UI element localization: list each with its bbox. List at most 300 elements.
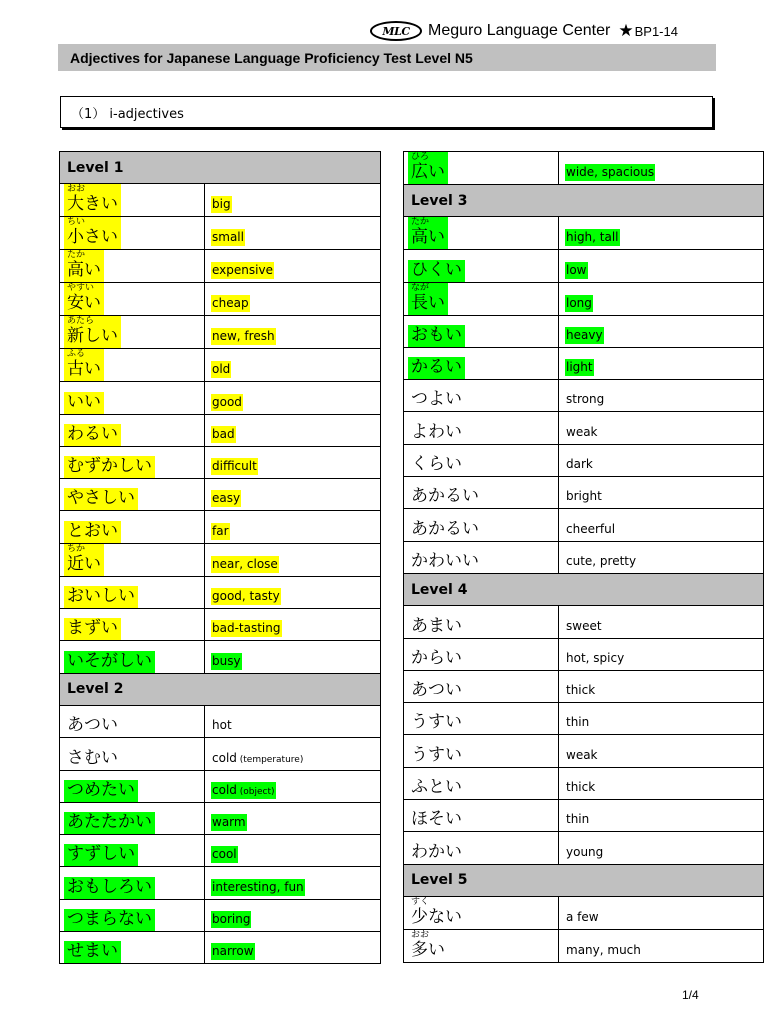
adjective-text: くらい <box>411 454 462 475</box>
table-row <box>60 738 381 770</box>
table-row <box>404 282 764 315</box>
adjective-text: つよい <box>411 389 462 410</box>
meaning-text: big <box>212 197 231 212</box>
adjective-cell <box>60 641 205 673</box>
star-icon: ★ <box>618 21 634 40</box>
adjective-word <box>64 715 121 737</box>
vocab-table-right <box>403 151 764 963</box>
adjective-cell <box>404 477 559 509</box>
adjective-text: 古い <box>67 359 101 380</box>
table-row <box>404 217 764 250</box>
level-header: Level 5 <box>404 864 764 896</box>
adjective-text: 近い <box>67 553 101 574</box>
meaning-cell <box>559 412 764 444</box>
meaning-cell <box>559 800 764 832</box>
meaning-text: easy <box>212 491 241 506</box>
meaning-note: (temperature) <box>236 754 304 765</box>
adjective-cell <box>404 347 559 379</box>
meaning-text: expensive <box>212 263 273 278</box>
meaning-text: cheap <box>212 296 249 311</box>
adjective-text: かるい <box>411 357 462 378</box>
table-row <box>404 250 764 282</box>
adjective-cell <box>60 835 205 867</box>
level-header: Level 2 <box>60 673 381 705</box>
adjective-cell <box>404 896 559 929</box>
document-code <box>618 21 678 41</box>
table-row <box>60 414 381 446</box>
meaning-cell <box>559 832 764 864</box>
level-header: Level 3 <box>404 185 764 217</box>
meaning-text: light <box>566 360 593 375</box>
adjective-text: あかるい <box>411 486 479 507</box>
adjective-word <box>64 456 155 478</box>
meaning-text: difficult <box>212 459 257 474</box>
adjective-text: おもしろい <box>67 876 152 897</box>
meaning-text: cheerful <box>566 521 616 536</box>
adjective-word <box>408 712 465 734</box>
adjective-word <box>408 389 465 411</box>
table-row <box>404 412 764 444</box>
adjective-cell <box>404 509 559 541</box>
furigana: あたら <box>67 316 95 327</box>
table-row <box>404 800 764 832</box>
adjective-text: 大きい <box>67 194 118 215</box>
adjective-text: やさしい <box>67 488 135 509</box>
meaning-text: heavy <box>566 327 603 342</box>
adjective-cell <box>60 899 205 931</box>
meaning-text: high, tall <box>566 230 619 245</box>
meaning-cell <box>205 184 381 217</box>
adjective-text: つめたい <box>67 779 135 800</box>
adjective-cell <box>404 703 559 735</box>
adjective-word <box>408 217 448 249</box>
meaning-cell <box>205 217 381 250</box>
adjective-word <box>408 422 465 444</box>
meaning-cell <box>559 896 764 929</box>
meaning-text: busy <box>212 653 241 668</box>
adjective-word <box>64 544 104 576</box>
table-row <box>404 347 764 379</box>
adjective-word <box>64 217 121 249</box>
adjective-cell <box>404 929 559 962</box>
page-title: Adjectives for Japanese Language Proficiency Test Level N5 <box>58 44 716 71</box>
meaning-text: near, close <box>212 556 278 571</box>
adjective-text: 安い <box>67 293 101 314</box>
adjective-cell <box>404 217 559 250</box>
table-row <box>404 703 764 735</box>
adjective-word <box>64 488 138 510</box>
meaning-text: a few <box>566 909 599 924</box>
vocab-table-left <box>59 151 381 964</box>
adjective-word <box>64 941 121 963</box>
meaning-cell <box>205 899 381 931</box>
meaning-cell <box>559 477 764 509</box>
furigana: ふる <box>67 349 86 360</box>
table-row <box>60 543 381 576</box>
meaning-text: cold (temperature) <box>212 750 304 765</box>
adjective-text: 少ない <box>411 906 462 927</box>
meaning-text: low <box>566 262 587 277</box>
level-row <box>404 864 764 896</box>
adjective-word <box>64 780 138 802</box>
meaning-cell <box>559 735 764 767</box>
meaning-text: cute, pretty <box>566 553 637 568</box>
meaning-text: good <box>212 394 242 409</box>
table-row <box>404 670 764 702</box>
meaning-text: old <box>212 362 231 377</box>
meaning-text: new, fresh <box>212 329 275 344</box>
table-row <box>60 609 381 641</box>
meaning-text: hot <box>212 718 232 733</box>
table-row <box>404 380 764 412</box>
table-row <box>60 382 381 414</box>
meaning-text: young <box>566 844 604 859</box>
table-row <box>60 932 381 964</box>
adjective-word <box>408 648 465 670</box>
furigana: おお <box>411 929 430 940</box>
adjective-text: わるい <box>67 423 118 444</box>
meaning-cell <box>205 283 381 316</box>
meaning-text: thin <box>566 715 590 730</box>
meaning-cell <box>205 609 381 641</box>
table-row <box>404 767 764 799</box>
adjective-text: とおい <box>67 520 118 541</box>
adjective-word <box>64 877 155 899</box>
adjective-cell <box>60 867 205 899</box>
adjective-cell <box>404 638 559 670</box>
adjective-text: 長い <box>411 292 445 313</box>
meaning-cell <box>559 638 764 670</box>
page-number: 1/4 <box>682 988 699 1002</box>
meaning-text: boring <box>212 912 251 927</box>
adjective-word <box>64 250 104 282</box>
furigana: やすい <box>67 283 95 294</box>
meaning-text: thick <box>566 780 596 795</box>
meaning-cell <box>559 380 764 412</box>
adjective-word <box>64 586 138 608</box>
meaning-text: bad-tasting <box>212 621 281 636</box>
meaning-cell <box>559 509 764 541</box>
adjective-text: まずい <box>67 618 118 639</box>
adjective-text: あつい <box>67 715 118 736</box>
adjective-cell <box>404 380 559 412</box>
meaning-cell <box>205 641 381 673</box>
table-row <box>404 896 764 929</box>
meaning-cell <box>559 282 764 315</box>
adjective-text: わかい <box>411 841 462 862</box>
meaning-cell <box>205 446 381 478</box>
table-row <box>60 184 381 217</box>
meaning-cell <box>559 703 764 735</box>
adjective-word <box>408 486 482 508</box>
adjective-text: うすい <box>411 712 462 733</box>
table-row <box>60 283 381 316</box>
adjective-cell <box>60 446 205 478</box>
adjective-word <box>408 260 465 282</box>
meaning-cell <box>205 511 381 543</box>
adjective-word <box>64 521 121 543</box>
table-row <box>404 832 764 864</box>
code-label: BP1-14 <box>634 23 678 39</box>
adjective-text: ひくい <box>411 259 462 280</box>
meaning-cell <box>205 382 381 414</box>
adjective-text: 新しい <box>67 326 118 347</box>
adjective-text: せまい <box>67 941 118 962</box>
adjective-cell <box>60 184 205 217</box>
meaning-text: bright <box>566 489 602 504</box>
meaning-text: wide, spacious <box>566 165 655 179</box>
meaning-text: far <box>212 523 229 538</box>
adjective-text: あかるい <box>411 518 479 539</box>
furigana: ちか <box>67 543 86 554</box>
meaning-cell <box>205 316 381 349</box>
meaning-cell <box>559 767 764 799</box>
adjective-cell <box>404 541 559 573</box>
adjective-cell <box>404 444 559 476</box>
adjective-text: いそがしい <box>67 650 152 671</box>
table-row <box>60 770 381 802</box>
meaning-cell <box>205 576 381 608</box>
furigana: たか <box>411 217 430 228</box>
adjective-text: 高い <box>67 260 101 281</box>
adjective-cell <box>60 479 205 511</box>
adjective-word <box>408 897 465 929</box>
meaning-text: weak <box>566 747 598 762</box>
meaning-cell <box>559 250 764 282</box>
adjective-text: いい <box>67 391 101 412</box>
page-header <box>370 20 720 42</box>
table-row <box>60 316 381 349</box>
adjective-word <box>64 349 104 381</box>
adjective-word <box>64 844 138 866</box>
adjective-cell <box>60 705 205 737</box>
adjective-cell <box>60 217 205 250</box>
meaning-cell <box>205 738 381 770</box>
meaning-text: interesting, fun <box>212 879 304 894</box>
meaning-cell <box>559 217 764 250</box>
adjective-word <box>408 809 465 831</box>
meaning-text: weak <box>566 424 598 439</box>
adjective-word <box>408 551 482 573</box>
furigana: たか <box>67 250 86 261</box>
level-row <box>60 152 381 184</box>
adjective-word <box>408 152 448 184</box>
meaning-cell <box>559 606 764 638</box>
meaning-cell <box>559 347 764 379</box>
table-row <box>60 899 381 931</box>
level-row <box>60 673 381 705</box>
table-row <box>60 835 381 867</box>
meaning-cell <box>205 543 381 576</box>
mlc-logo: MLC <box>370 21 422 41</box>
meaning-cell <box>205 802 381 834</box>
meaning-text: cold (object) <box>212 782 275 797</box>
adjective-word <box>408 283 448 315</box>
adjective-cell <box>404 800 559 832</box>
adjective-cell <box>404 152 559 185</box>
furigana: なが <box>411 282 430 293</box>
table-row <box>60 576 381 608</box>
adjective-word <box>408 454 465 476</box>
meaning-cell <box>205 414 381 446</box>
adjective-cell <box>60 770 205 802</box>
table-row <box>404 606 764 638</box>
adjective-word <box>408 930 448 962</box>
adjective-text: かわいい <box>411 550 479 571</box>
table-row <box>60 867 381 899</box>
adjective-cell <box>404 735 559 767</box>
meaning-cell <box>205 770 381 802</box>
adjective-cell <box>60 543 205 576</box>
adjective-text: さむい <box>67 747 118 768</box>
adjective-text: 広い <box>411 162 445 182</box>
level-row <box>404 185 764 217</box>
adjective-cell <box>60 414 205 446</box>
adjective-word <box>64 424 121 446</box>
adjective-word <box>408 616 465 638</box>
meaning-cell <box>205 932 381 964</box>
adjective-word <box>64 909 155 931</box>
adjective-text: 小さい <box>67 227 118 248</box>
adjective-cell <box>404 315 559 347</box>
meaning-text: warm <box>212 815 246 830</box>
adjective-text: おもい <box>411 324 462 345</box>
adjective-cell <box>404 606 559 638</box>
adjective-cell <box>404 412 559 444</box>
meaning-cell <box>559 315 764 347</box>
adjective-cell <box>60 576 205 608</box>
adjective-cell <box>404 670 559 702</box>
table-row <box>404 541 764 573</box>
adjective-word <box>64 283 104 315</box>
adjective-text: からい <box>411 647 462 668</box>
table-row <box>60 349 381 382</box>
meaning-text: bad <box>212 426 235 441</box>
adjective-word <box>64 748 121 770</box>
adjective-cell <box>60 511 205 543</box>
table-row <box>404 638 764 670</box>
table-row <box>60 802 381 834</box>
table-row <box>404 929 764 962</box>
adjective-word <box>408 777 465 799</box>
section-heading: （1） i-adjectives <box>60 96 713 128</box>
adjective-cell <box>404 250 559 282</box>
adjective-text: よわい <box>411 421 462 442</box>
meaning-text: cool <box>212 847 237 862</box>
adjective-cell <box>404 832 559 864</box>
adjective-text: 多い <box>411 939 445 960</box>
meaning-cell <box>559 152 764 185</box>
adjective-cell <box>404 767 559 799</box>
meaning-cell <box>559 929 764 962</box>
table-row <box>404 509 764 541</box>
adjective-cell <box>60 250 205 283</box>
adjective-text: つまらない <box>67 909 152 930</box>
meaning-text: many, much <box>566 942 641 957</box>
table-row <box>404 444 764 476</box>
adjective-text: ほそい <box>411 809 462 830</box>
table-row <box>404 477 764 509</box>
adjective-text: むずかしい <box>67 456 152 477</box>
meaning-text: narrow <box>212 944 254 959</box>
meaning-cell <box>205 867 381 899</box>
adjective-cell <box>60 283 205 316</box>
adjective-word <box>408 357 465 379</box>
adjective-text: あまい <box>411 615 462 636</box>
adjective-cell <box>404 282 559 315</box>
meaning-text: thin <box>566 812 590 827</box>
adjective-word <box>408 519 482 541</box>
adjective-word <box>64 618 121 640</box>
adjective-text: うすい <box>411 744 462 765</box>
adjective-text: すずしい <box>67 844 136 865</box>
level-header: Level 1 <box>60 152 381 184</box>
meaning-note: (object) <box>236 786 275 797</box>
adjective-word <box>408 842 465 864</box>
adjective-text: 高い <box>411 227 445 248</box>
adjective-text: あたたかい <box>67 812 152 833</box>
furigana: おお <box>67 184 86 195</box>
adjective-word <box>408 680 465 702</box>
adjective-cell <box>60 738 205 770</box>
adjective-word <box>64 812 155 834</box>
meaning-text: small <box>212 230 244 245</box>
table-row <box>60 511 381 543</box>
center-name: Meguro Language Center <box>428 22 611 39</box>
adjective-cell <box>60 316 205 349</box>
adjective-word <box>408 325 465 347</box>
meaning-cell <box>205 349 381 382</box>
level-row <box>404 573 764 605</box>
adjective-text: おいしい <box>67 586 135 607</box>
table-row <box>404 315 764 347</box>
table-row <box>60 479 381 511</box>
adjective-cell <box>60 382 205 414</box>
level-header: Level 4 <box>404 573 764 605</box>
adjective-cell <box>60 802 205 834</box>
meaning-cell <box>559 670 764 702</box>
furigana: ちい <box>67 217 86 228</box>
adjective-word <box>64 184 121 216</box>
table-row <box>60 446 381 478</box>
adjective-text: あつい <box>411 680 462 701</box>
table-row <box>60 641 381 673</box>
table-row <box>404 735 764 767</box>
table-row <box>404 152 764 185</box>
adjective-text: ふとい <box>411 777 462 798</box>
meaning-cell <box>559 444 764 476</box>
meaning-text: good, tasty <box>212 589 280 604</box>
meaning-text: strong <box>566 392 605 407</box>
meaning-text: dark <box>566 457 593 472</box>
meaning-text: long <box>566 295 592 310</box>
meaning-cell <box>205 705 381 737</box>
adjective-word <box>64 316 121 348</box>
adjective-cell <box>60 932 205 964</box>
table-row <box>60 250 381 283</box>
meaning-cell <box>205 835 381 867</box>
adjective-word <box>408 745 465 767</box>
furigana: ひろ <box>411 152 430 162</box>
adjective-word <box>64 392 104 414</box>
meaning-text: hot, spicy <box>566 650 625 665</box>
adjective-cell <box>60 609 205 641</box>
table-row <box>60 705 381 737</box>
meaning-text: thick <box>566 683 596 698</box>
furigana: すく <box>411 896 430 907</box>
table-row <box>60 217 381 250</box>
meaning-cell <box>205 250 381 283</box>
